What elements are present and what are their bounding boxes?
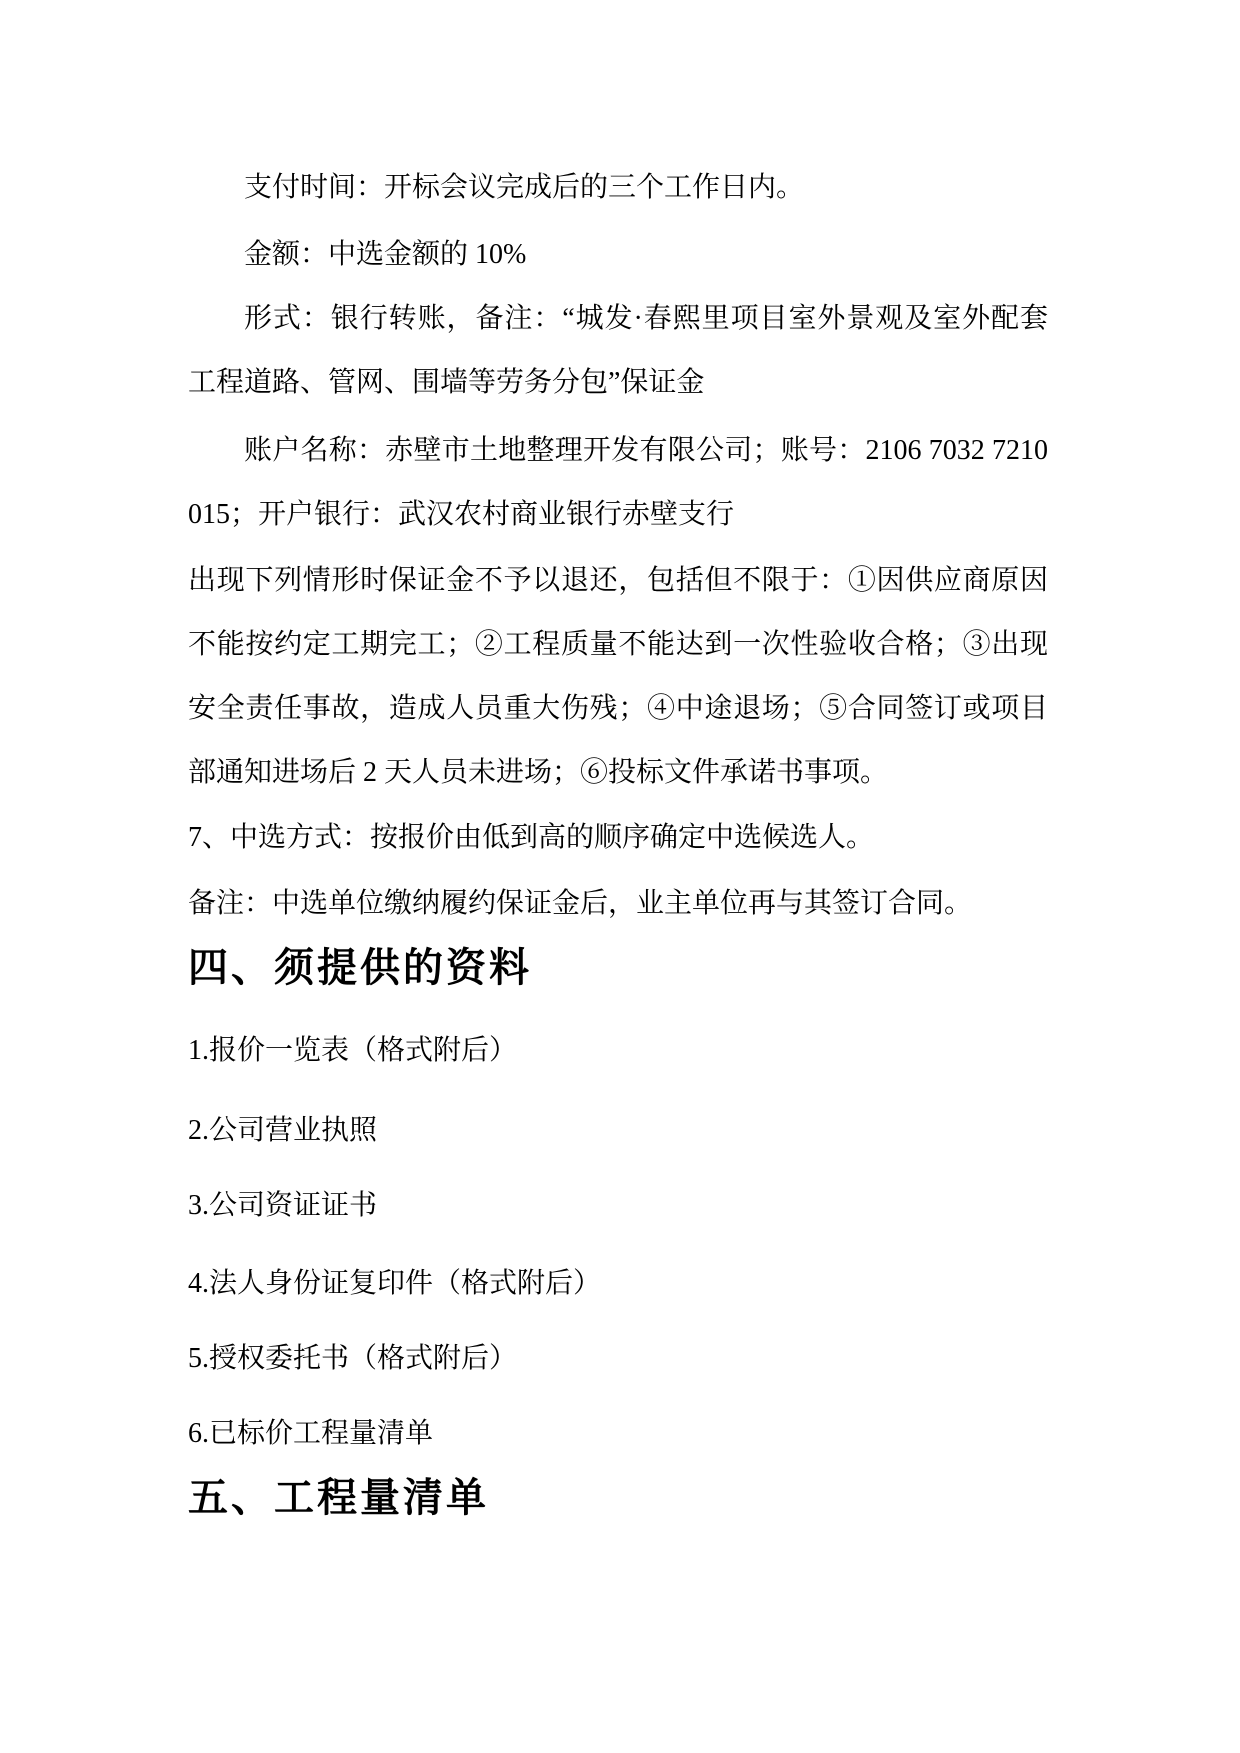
- material-item-6: 6.已标价工程量清单: [188, 1418, 434, 1449]
- forfeit-clause: 出现下列情形时保证金不予以退还，包括但不限于：①因供应商原因不能按约定工期完工；②工程质量不能达到一次性验收合格；③出现安全责任事故，造成人员重大伤残；④中途退场；⑤合同签订或项目部通知进场后 2 天人员未进场；⑥投标文件承诺书事项。: [188, 565, 1048, 788]
- section-heading-boq: 五、工程量清单: [188, 1476, 489, 1520]
- payment-time-line: 支付时间：开标会议完成后的三个工作日内。: [244, 172, 805, 203]
- section-heading-materials: 四、须提供的资料: [188, 946, 532, 990]
- remark-line: 备注：中选单位缴纳履约保证金后，业主单位再与其签订合同。: [188, 888, 973, 919]
- material-item-2: 2.公司营业执照: [188, 1115, 378, 1146]
- selection-method-line: 7、中选方式：按报价由低到高的顺序确定中选候选人。: [188, 822, 875, 853]
- amount-line: 金额：中选金额的 10%: [244, 239, 527, 270]
- payment-form-line: 形式：银行转账，备注：“城发·春熙里项目室外景观及室外配套工程道路、管网、围墙等劳务分包”保证金: [188, 303, 1048, 398]
- document-body: [188, 156, 1048, 1530]
- material-item-1: 1.报价一览表（格式附后）: [188, 1035, 518, 1066]
- material-item-5: 5.授权委托书（格式附后）: [188, 1343, 518, 1374]
- material-item-3: 3.公司资证证书: [188, 1190, 378, 1221]
- account-info-line: 账户名称：赤壁市土地整理开发有限公司；账号：2106 7032 7210 015；开户银行：武汉农村商业银行赤壁支行: [188, 435, 1048, 530]
- material-item-4: 4.法人身份证复印件（格式附后）: [188, 1268, 602, 1299]
